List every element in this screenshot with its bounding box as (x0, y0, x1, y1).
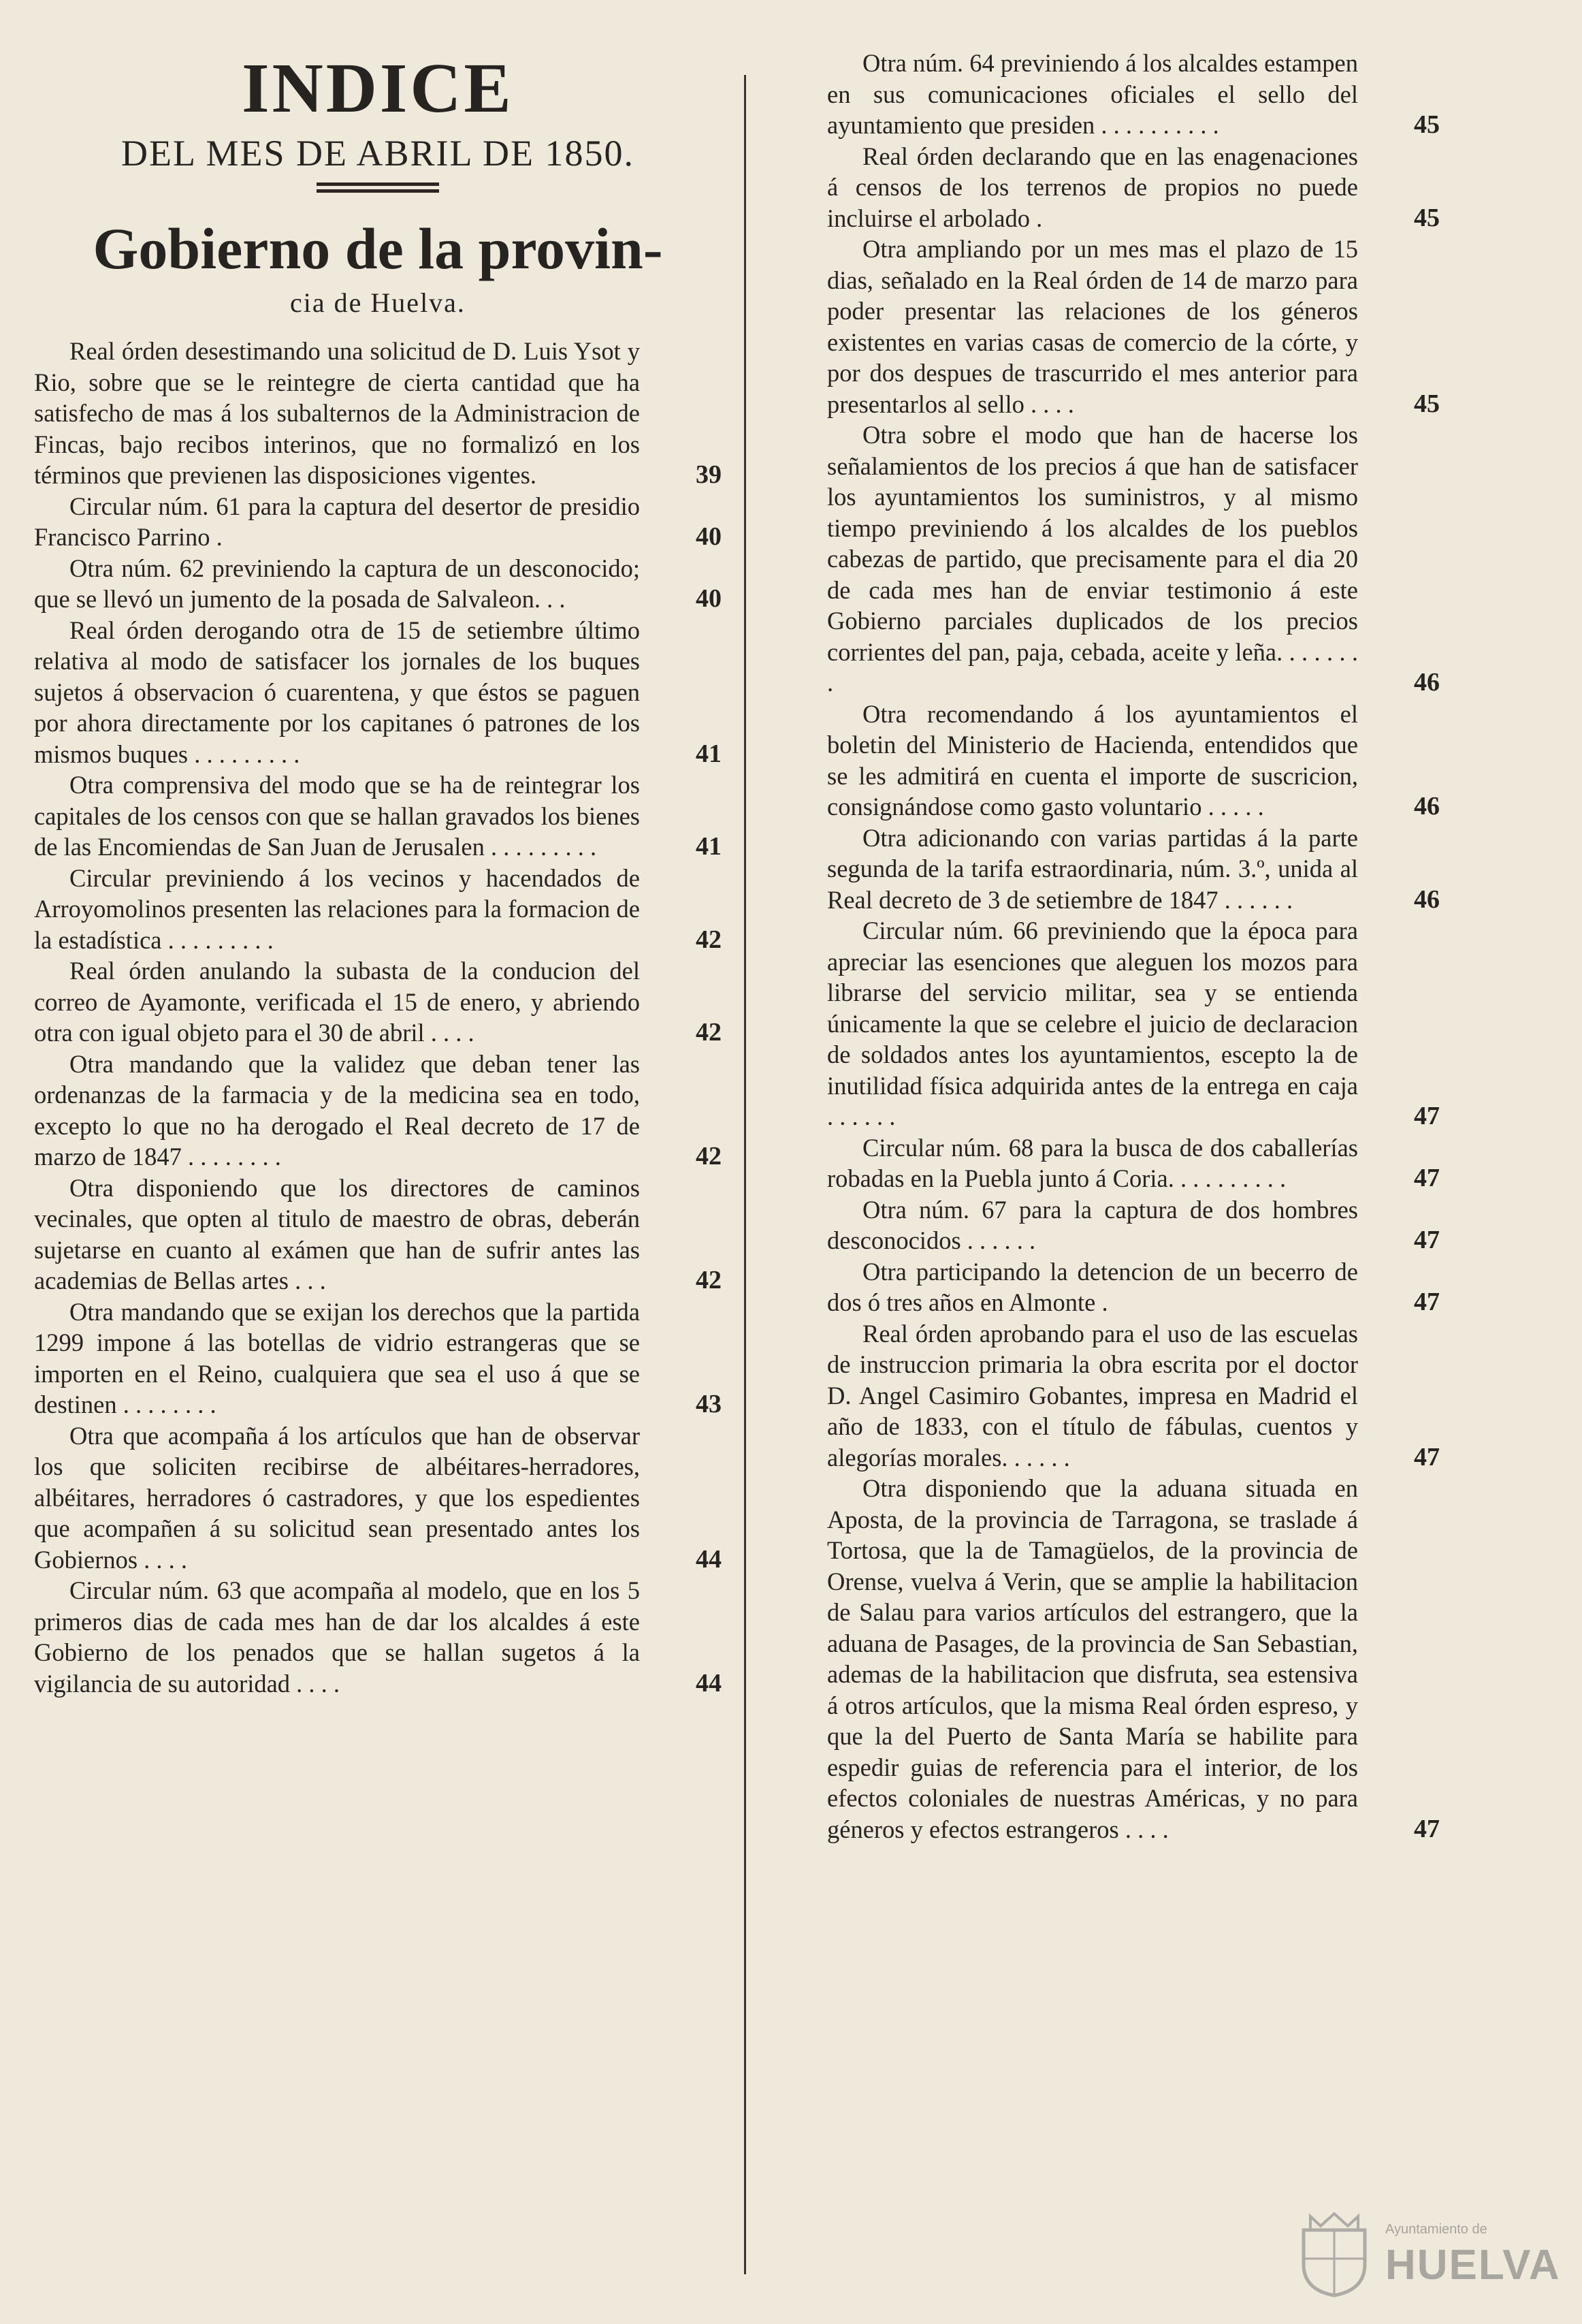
index-entry (34, 769, 722, 863)
entry-text: Circular núm. 63 que acompaña al modelo, que en los 5 primeros dias de cada mes han de dar los alcaldes á este Gobierno de los penados que se hallan sugetos á la vigilancia de su autoridad . . . . (34, 1576, 640, 1698)
entry-text: Circular núm. 66 previniendo que la época para apreciar las esenciones que aleguen los mozos para librarse del servicio militar, sea y se entienda únicamente la que se celebre el juicio de declaracion de soldados antes los ayuntamientos, escepto la de inutilidad física adquirida antes de la entrega en caja . . . . . . (827, 917, 1358, 1130)
entry-text: Circular núm. 61 para la captura del desertor de presidio Francisco Parrino . (34, 492, 640, 551)
page-number: 47 (1414, 1442, 1440, 1471)
page-number: 41 (696, 832, 722, 861)
entry-text: Otra comprensiva del modo que se ha de reintegrar los capitales de los censos con que se hallan gravados los bienes de las Encomiendas de San Juan de Jerusalen . . . . . . . . . (34, 771, 640, 861)
index-entry (827, 915, 1440, 1132)
entry-text: Real órden desestimando una solicitud de D. Luis Ysot y Rio, sobre que se le reintegre de cierta cantidad que ha satisfecho de mas á los subalternos de la Administracion de Fincas, bajo recibos interinos, que no formalizó en los términos que previenen las disposiciones vigentes. (34, 337, 640, 489)
page-number: 40 (696, 584, 722, 613)
index-entry (34, 553, 722, 615)
index-entry (34, 1049, 722, 1173)
entry-text: Real órden declarando que en las enagenaciones á censos de los terrenos de propios no puede incluirse el arbolado . (827, 142, 1358, 232)
entry-text: Otra núm. 67 para la captura de dos hombres desconocidos . . . . . . (827, 1195, 1358, 1254)
index-entry (827, 234, 1440, 419)
entry-text: Otra disponiendo que la aduana situada en Aposta, de la provincia de Tarragona, se traslade á Tortosa, que la de Tamagüelos, de la provincia de Orense, vuelva á Verin, que se amplie la habilitacion de Salau para varios artículos del estrangero, que la aduana de Pasages, de la provincia de San Sebastian, ademas de la habilitacion que disfruta, sea estensiva á otros artículos, que la misma Real órden espreso, y que la del Puerto de Santa María se habilite para espedir guias de referencia para el interior, de los efectos coloniales de nuestras Américas, y no para géneros y efectos estrangeros . . . . (827, 1474, 1358, 1843)
index-entry (34, 1296, 722, 1420)
index-entry (827, 699, 1440, 823)
page-number: 45 (1414, 110, 1440, 139)
page-number: 41 (696, 739, 722, 768)
index-entry (34, 955, 722, 1049)
index-title: INDICE (242, 49, 514, 127)
index-entry (827, 1256, 1440, 1318)
page-number: 42 (696, 925, 722, 954)
entry-text: Otra mandando que la validez que deban tener las ordenanzas de la farmacia y de la medicina sea en todo, excepto lo que no ha derogado el Real decreto de 17 de marzo de 1847 . . . . . . . . (34, 1049, 640, 1171)
page-number: 46 (1414, 792, 1440, 821)
page-number: 47 (1414, 1814, 1440, 1843)
entry-text: Otra sobre el modo que han de hacerse los señalamientos de los precios á que han de satisfacer los ayuntamientos los suministros, y al mismo tiempo previniendo á los alcaldes de los pueblos cabezas de partido, que precisamente para el dia 20 de cada mes han de enviar testimonio á este Gobierno parciales duplicados de los precios corrientes del pan, paja, cebada, aceite y leña. . . . . . . . (827, 421, 1358, 697)
entry-text: Otra núm. 62 previniendo la captura de un desconocido; que se llevó un jumento de la posada de Salvaleon. . . (34, 554, 640, 613)
page-number: 44 (696, 1544, 722, 1574)
page-number: 42 (696, 1266, 722, 1294)
page-number: 47 (1414, 1102, 1440, 1130)
left-column (34, 48, 722, 1699)
column-divider (744, 75, 746, 2274)
index-entry (827, 141, 1440, 234)
coat-of-arms-icon (1297, 2210, 1372, 2298)
entry-text: Otra núm. 64 previniendo á los alcaldes estampen en sus comunicaciones oficiales el sello del ayuntamiento que presiden . . . . . . . . . . (827, 49, 1358, 139)
entry-text: Otra participando la detencion de un becerro de dos ó tres años en Almonte . (827, 1257, 1358, 1316)
page-number: 43 (696, 1390, 722, 1418)
entry-text: Otra disponiendo que los directores de caminos vecinales, que opten al titulo de maestro de obras, deberán sujetarse en cuanto al exámen que han de sufrir antes las academias de Bellas artes . . . (34, 1173, 640, 1294)
page-number: 45 (1414, 389, 1440, 418)
page-number: 44 (696, 1668, 722, 1698)
page-number: 46 (1414, 668, 1440, 697)
page-number: 40 (696, 522, 722, 551)
index-entry (34, 863, 722, 956)
page-number: 45 (1414, 203, 1440, 232)
entry-text: Otra que acompaña á los artículos que han de observar los que soliciten recibirse de albéitares-herradores, albéitares, herradores ó castradores, y que los espedientes que acompañen á su solicitud sean presentado antes los Gobiernos . . . . (34, 1421, 640, 1574)
index-entry (827, 419, 1440, 699)
index-entry (827, 1473, 1440, 1845)
section-title: Gobierno de la provin- (93, 216, 663, 281)
index-entry (34, 336, 722, 491)
index-subtitle: DEL MES DE ABRIL DE 1850. (121, 133, 634, 174)
section-subtitle: cia de Huelva. (290, 287, 466, 318)
index-entry (827, 1132, 1440, 1194)
index-entry (34, 1173, 722, 1296)
index-entry (827, 823, 1440, 916)
page-number: 47 (1414, 1164, 1440, 1192)
index-entry (34, 1575, 722, 1699)
watermark-name: HUELVA (1385, 2242, 1561, 2289)
entry-text: Otra mandando que se exijan los derechos que la partida 1299 impone á las botellas de vidrio estrangeras que se importen en el Reino, cualquiera que sea el uso á que se destinen . . . . . . . . (34, 1297, 640, 1418)
page-number: 39 (696, 460, 722, 489)
page-number: 47 (1414, 1288, 1440, 1316)
entry-text: Circular previniendo á los vecinos y hacendados de Arroyomolinos presenten las relaciones para la formacion de la estadística . . . . . . . . . (34, 863, 640, 954)
page-number: 42 (696, 1142, 722, 1171)
masthead (34, 48, 722, 193)
entry-text: Otra recomendando á los ayuntamientos el boletin del Ministerio de Hacienda, entendidos que se les admitirá en cuenta el importe de suscricion, consignándose como gasto voluntario . . . . . (827, 699, 1358, 821)
index-entry (827, 48, 1440, 141)
index-entry (34, 491, 722, 553)
entry-text: Circular núm. 68 para la busca de dos caballerías robadas en la Puebla junto á Coria. . . . . . . . . . (827, 1133, 1358, 1192)
index-entry (827, 1318, 1440, 1474)
right-column (827, 48, 1440, 1845)
entry-text: Real órden anulando la subasta de la conducion del correo de Ayamonte, verificada el 15 de enero, y abriendo otra con igual objeto para el 30 de abril . . . . (34, 957, 640, 1047)
index-entry (34, 615, 722, 770)
entry-text: Real órden derogando otra de 15 de setiembre último relativa al modo de satisfacer los jornales de los buques sujetos á observacion ó cuarentena, y que éstos se paguen por ahora directamente por los capitanes ó patrones de los mismos buques . . . . . . . . . (34, 616, 640, 768)
entry-text: Real órden aprobando para el uso de las escuelas de instruccion primaria la obra escrita por el doctor D. Angel Casimiro Gobantes, impresa en Madrid el año de 1833, con el título de fábulas, cuentos y alegorías morales. . . . . . (827, 1319, 1358, 1471)
ornament-divider (317, 182, 439, 193)
index-entry (34, 1420, 722, 1576)
entry-text: Otra ampliando por un mes mas el plazo de 15 dias, señalado en la Real órden de 14 de marzo para poder presentar las relaciones de los géneros existentes en varias casas de comercio de la córte, y por dos despues de trascurrido el mes anterior para presentarlos al sello . . . . (827, 235, 1358, 418)
index-entry (827, 1194, 1440, 1256)
page-number: 47 (1414, 1226, 1440, 1254)
watermark-caption: Ayuntamiento de (1385, 2222, 1487, 2237)
entry-text: Otra adicionando con varias partidas á la parte segunda de la tarifa estraordinaria, núm. 3.º, unida al Real decreto de 3 de setiembre de 1847 . . . . . . (827, 823, 1358, 914)
page-number: 42 (696, 1018, 722, 1047)
archive-watermark (1297, 2210, 1561, 2305)
page-number: 46 (1414, 885, 1440, 914)
